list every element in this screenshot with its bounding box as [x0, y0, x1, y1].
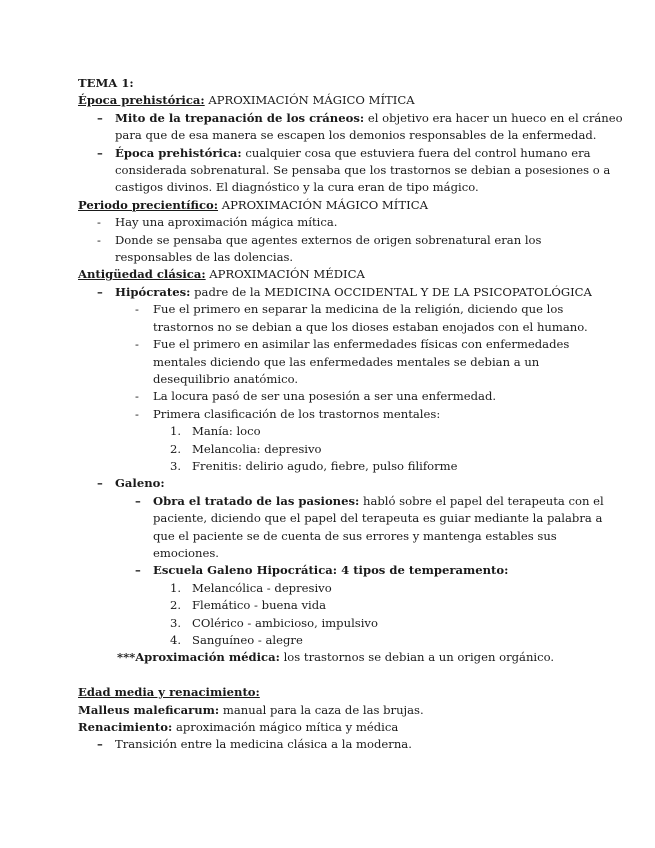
list-marker: – [97, 284, 103, 299]
item-label: Galeno: [115, 476, 165, 491]
numbered-item [78, 458, 577, 475]
list-item [78, 145, 611, 197]
medical-approach-note [78, 649, 577, 666]
list-marker: - [135, 337, 139, 352]
list-marker: – [135, 563, 141, 578]
numbered-item [78, 632, 577, 649]
item-text: Fue el primero en separar la medicina de la religión, diciendo que los [153, 302, 564, 317]
list-item [78, 214, 577, 231]
item-text: Primera clasificación de los trastornos mentales: [153, 406, 441, 421]
item-label: Escuela Galeno Hipocrática: 4 tipos de temperamento: [153, 563, 509, 578]
list-number: 4. [170, 633, 182, 647]
classical-list [78, 284, 604, 650]
list-item [78, 736, 577, 753]
item-label: Obra el tratado de las pasiones: [153, 493, 360, 508]
item-text-continuation: emociones. [153, 545, 219, 560]
galeno-item [78, 475, 577, 492]
item-text: Manía: loco [192, 424, 261, 439]
list-marker: - [135, 406, 139, 421]
list-item [78, 562, 577, 579]
item-text: Donde se pensaba que agentes externos de origen sobrenatural eran los [115, 232, 542, 247]
list-item [78, 406, 577, 423]
item-text-continuation: que el paciente se de cuenta de sus errores y mantenga estables sus [153, 528, 557, 543]
item-text: Hay una aproximación mágica mítica. [115, 215, 338, 230]
list-number: 3. [170, 458, 182, 473]
item-text: Flemático - buena vida [192, 598, 327, 613]
list-marker: - [97, 232, 101, 247]
item-text: aproximación mágico mítica y médica [172, 720, 399, 735]
item-text: COlérico - ambicioso, impulsivo [192, 615, 378, 630]
item-text: Melancolia: depresivo [192, 441, 322, 456]
section-heading-label: Antigüedad clásica: [78, 267, 206, 282]
list-marker: - [135, 302, 139, 317]
spacer [78, 667, 577, 684]
section-heading-label: Periodo precientífico: [78, 197, 219, 212]
list-marker: – [97, 737, 103, 752]
item-text: La locura pasó de ser una posesión a ser una enfermedad. [153, 389, 497, 404]
list-item [78, 301, 588, 336]
section-subtitle: APROXIMACIÓN MÁGICO MÍTICA [204, 93, 415, 108]
medieval-list [78, 736, 577, 753]
section-subtitle: APROXIMACIÓN MÉDICA [205, 267, 365, 282]
list-item [78, 388, 577, 405]
prehistoric-list [78, 110, 623, 197]
note-label: ***Aproximación médica: [117, 650, 280, 665]
list-item [78, 110, 623, 145]
item-text: Melancólica - depresivo [192, 580, 332, 595]
numbered-item [78, 423, 577, 440]
item-text: habló sobre el papel del terapeuta con el [359, 493, 604, 508]
list-number: 2. [170, 598, 182, 613]
list-number: 3. [170, 615, 182, 630]
list-marker: - [97, 215, 101, 230]
item-text: Sanguíneo - alegre [192, 633, 303, 647]
list-item [78, 336, 577, 388]
item-text: Frenitis: delirio agudo, fiebre, pulso filiforme [192, 458, 458, 473]
item-text-continuation: considerada sobrenatural. Se pensaba que los trastornos se debian a posesiones o a [115, 163, 611, 178]
item-text-continuation: castigos divinos. El diagnóstico y la cura eran de tipo mágico. [115, 180, 479, 195]
item-text-continuation: paciente, diciendo que el papel del terapeuta es guiar mediante la palabra a [153, 511, 603, 526]
list-number: 1. [170, 580, 182, 595]
list-marker: – [135, 493, 141, 508]
section-precientific-heading [78, 197, 577, 214]
item-label: Malleus maleficarum: [78, 702, 220, 717]
item-text-continuation: desequilibrio anatómico. [153, 371, 299, 386]
item-label: Hipócrates: [115, 284, 191, 299]
hipocrates-item [78, 284, 592, 301]
list-marker: – [97, 110, 103, 125]
list-item [78, 232, 577, 267]
numbered-item [78, 615, 577, 632]
list-item [78, 493, 604, 563]
section-subtitle: APROXIMACIÓN MÁGICO MÍTICA [218, 197, 428, 212]
list-marker: – [97, 476, 103, 491]
section-classical-heading [78, 266, 577, 283]
item-text-continuation: trastornos no se debian a que los dioses estaban enojados con el humano. [153, 319, 588, 334]
malleus-line [78, 702, 577, 719]
item-label: Mito de la trepanación de los cráneos: [115, 110, 365, 125]
item-text: Transición entre la medicina clásica a la moderna. [115, 737, 412, 752]
section-heading-label: Época prehistórica: [78, 93, 205, 108]
section-prehistoric-heading [78, 92, 577, 109]
item-text: Fue el primero en asimilar las enfermedades físicas con enfermedades [153, 337, 570, 352]
item-text-continuation: mentales diciendo que las enfermedades mentales se debian a un [153, 354, 540, 369]
list-number: 1. [170, 424, 182, 439]
item-label: Época prehistórica: [115, 145, 242, 160]
numbered-item [78, 441, 577, 458]
list-marker: - [135, 389, 139, 404]
item-text-continuation: para que de esa manera se escapen los demonios responsables de la enfermedad. [115, 128, 597, 143]
precientific-list [78, 214, 577, 266]
renacimiento-line [78, 719, 577, 736]
section-medieval-heading: Edad media y renacimiento: [78, 685, 260, 700]
item-text: manual para la caza de las brujas. [219, 702, 424, 717]
item-label: Renacimiento: [78, 720, 173, 735]
numbered-item [78, 597, 577, 614]
list-marker: – [97, 145, 103, 160]
item-text-continuation: responsables de las dolencias. [115, 250, 294, 265]
item-text: el objetivo era hacer un hueco en el cráneo [364, 110, 623, 125]
list-number: 2. [170, 441, 182, 456]
numbered-item [78, 580, 577, 597]
item-text: cualquier cosa que estuviera fuera del control humano era [241, 145, 591, 160]
document-title: TEMA 1: [78, 76, 134, 90]
item-text: padre de la MEDICINA OCCIDENTAL Y DE LA PSICOPATOLÓGICA [190, 284, 592, 299]
note-text: los trastornos se debian a un origen orgánico. [279, 650, 555, 665]
